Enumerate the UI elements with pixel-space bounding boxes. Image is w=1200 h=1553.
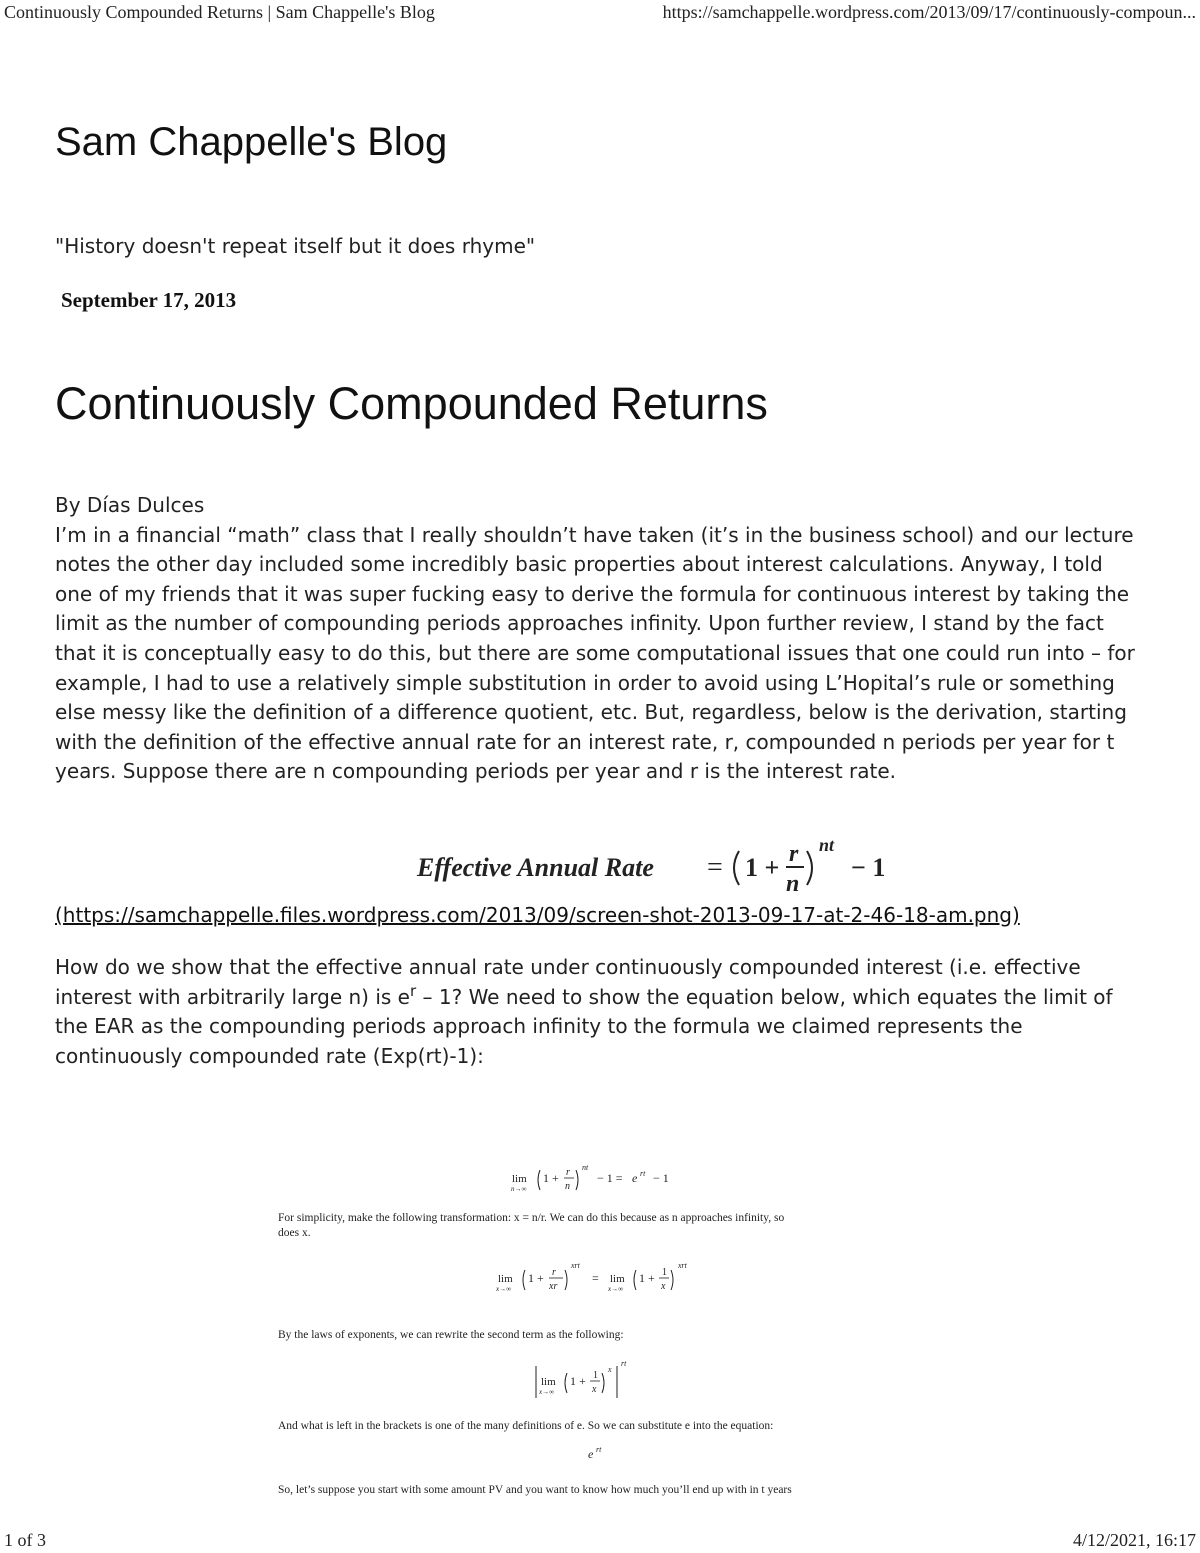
paragraph-2-part-a: How do we show that the effective annual rate under continuously compounded interest (i.e. effective interest with arbitrarily large n) is e <box>55 954 1081 1009</box>
ear-formula <box>415 821 915 901</box>
svg-text:− 1 =: − 1 = <box>597 1171 623 1185</box>
paragraph-2-part-b: – 1? We need to show the equation below, which equates the limit of the EAR as the compounding periods approach infinity to the formula we claimed represents the continuously compounded rate (Exp(rt)-1): <box>55 984 1113 1068</box>
post-paragraph-1: I’m in a financial “math” class that I really shouldn’t have taken (it’s in the business school) and our lecture notes the other day included some incredibly basic properties about interest calculations. Anyway, I told one of my friends that it was super fucking easy to derive the formula for continuous interest by taking the limit as the number of compounding periods approaches infinity. Upon further review, I stand by the fact that it is conceptually easy to do this, but there are some computational issues that one could run into – for example, I had to use a relatively simple substitution in order to avoid using L’Hopital’s rule or something else messy like the definition of a difference quotient, etc. But, regardless, below is the derivation, starting with the definition of the effective annual rate for an interest rate, r, compounded n periods per year for t years. Suppose there are n compounding periods per year and r is the interest rate. <box>55 522 1135 784</box>
svg-text:− 1: − 1 <box>851 852 886 882</box>
svg-text:rt: rt <box>640 1169 646 1178</box>
svg-text:lim: lim <box>541 1376 556 1388</box>
print-timestamp: 4/12/2021, 16:17 <box>1072 1530 1196 1550</box>
print-header <box>4 2 1196 26</box>
post-content <box>55 491 1145 1071</box>
svg-text:xrt: xrt <box>571 1261 580 1270</box>
svg-text:lim: lim <box>498 1273 513 1285</box>
svg-text:1: 1 <box>662 1267 667 1278</box>
derivation-svg <box>262 1158 942 1508</box>
derivation-line-4: So, let’s suppose you start with some amount PV and you want to know how much you’ll end up with in t years <box>278 1484 792 1496</box>
ear-formula-lhs: Effective Annual Rate <box>417 852 654 882</box>
derivation-equation-2 <box>495 1261 688 1293</box>
derivation-line-2: By the laws of exponents, we can rewrite the second term as the following: <box>278 1329 624 1341</box>
derivation-equation-3 <box>536 1359 627 1398</box>
svg-text:=: = <box>707 851 723 883</box>
svg-text:n: n <box>565 1181 570 1192</box>
svg-text:e: e <box>632 1171 638 1185</box>
svg-text:x: x <box>592 1384 597 1395</box>
svg-text:1 +: 1 + <box>570 1374 586 1388</box>
svg-text:n: n <box>786 870 800 897</box>
post-date[interactable]: September 17, 2013 <box>61 288 237 312</box>
svg-text:e: e <box>588 1447 594 1461</box>
svg-text:lim: lim <box>610 1273 625 1285</box>
svg-text:xr: xr <box>549 1281 558 1292</box>
svg-text:1: 1 <box>593 1370 598 1381</box>
svg-text:n→∞: n→∞ <box>511 1185 527 1193</box>
print-page-title: Continuously Compounded Returns | Sam Chappelle's Blog <box>4 2 435 22</box>
svg-text:− 1: − 1 <box>653 1171 669 1185</box>
svg-text:lim: lim <box>512 1173 527 1185</box>
post-paragraph-2 <box>55 953 1145 1071</box>
print-page-count: 1 of 3 <box>4 1530 46 1550</box>
derivation-image <box>262 1158 942 1508</box>
svg-text:nt: nt <box>819 834 835 855</box>
svg-text:1 +: 1 + <box>528 1271 544 1285</box>
derivation-equation-1 <box>511 1163 669 1193</box>
svg-text:x→∞: x→∞ <box>539 1388 555 1396</box>
derivation-line-3: And what is left in the brackets is one of the many definitions of e. So we can substitute e into the equation: <box>278 1420 774 1432</box>
svg-text:rt: rt <box>596 1445 602 1454</box>
svg-text:=: = <box>592 1271 599 1285</box>
formula-image-link[interactable]: (https://samchappelle.files.wordpress.com/2013/09/screen-shot-2013-09-17-at-2-46-18-am.png) <box>55 902 1020 927</box>
svg-text:x: x <box>661 1281 666 1292</box>
svg-text:1 +: 1 + <box>639 1271 655 1285</box>
svg-text:x→∞: x→∞ <box>496 1285 512 1293</box>
print-footer <box>4 1527 1196 1553</box>
svg-text:1 +: 1 + <box>543 1171 559 1185</box>
svg-text:r: r <box>566 1167 570 1178</box>
svg-text:nt: nt <box>582 1163 589 1172</box>
derivation-line-1: For simplicity, make the following transformation: x = n/r. We can do this because as n approaches infinity, so <box>278 1212 785 1224</box>
print-url: https://samchappelle.wordpress.com/2013/09/17/continuously-compoun... <box>662 2 1196 22</box>
post-byline: By Días Dulces <box>55 493 205 517</box>
svg-text:x: x <box>608 1365 612 1374</box>
svg-text:x→∞: x→∞ <box>608 1285 624 1293</box>
site-tagline: "History doesn't repeat itself but it does rhyme" <box>55 234 536 258</box>
derivation-equation-4 <box>588 1445 602 1461</box>
site-title[interactable]: Sam Chappelle's Blog <box>55 120 448 164</box>
svg-text:1 +: 1 + <box>745 852 780 882</box>
post-title[interactable]: Continuously Compounded Returns <box>55 378 768 429</box>
svg-text:r: r <box>552 1267 556 1278</box>
derivation-line-1b: does x. <box>278 1227 311 1239</box>
svg-text:xrt: xrt <box>678 1261 687 1270</box>
paragraph-2-exponent: r <box>409 981 417 1000</box>
svg-text:rt: rt <box>621 1359 627 1368</box>
svg-text:r: r <box>789 840 799 867</box>
ear-formula-image <box>55 821 1145 901</box>
